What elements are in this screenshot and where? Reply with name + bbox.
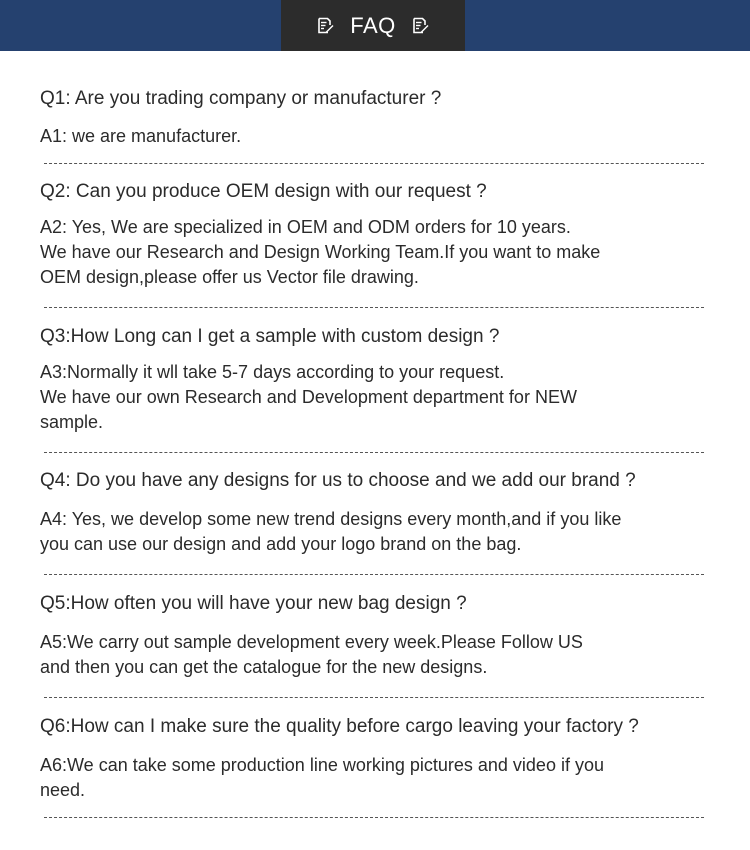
- answer-1-line-1: A1: we are manufacturer.: [40, 126, 242, 146]
- faq-item-2: [40, 180, 706, 308]
- answer-4-line-2: you can use our design and add your logo brand on the bag.: [40, 534, 522, 554]
- answer-6-line-1: A6:We can take some production line working pictures and video if you: [40, 755, 604, 775]
- divider: [44, 452, 704, 453]
- question-3: Q3:How Long can I get a sample with custom design ?: [40, 326, 500, 347]
- divider: [44, 817, 704, 818]
- edit-document-icon: [412, 17, 429, 34]
- divider: [44, 307, 704, 308]
- faq-item-1: [40, 87, 706, 164]
- divider: [44, 163, 704, 164]
- faq-item-3: [40, 325, 706, 453]
- answer-3-line-3: sample.: [40, 412, 104, 432]
- question-4: Q4: Do you have any designs for us to choose and we add our brand ?: [40, 470, 636, 491]
- answer-6-line-2: need.: [40, 780, 86, 800]
- answer-3-line-2: We have our own Research and Development department for NEW: [40, 387, 577, 407]
- answer-2-line-3: OEM design,please offer us Vector file drawing.: [40, 267, 419, 287]
- answer-2-line-2: We have our Research and Design Working Team.If you want to make: [40, 242, 601, 262]
- edit-document-icon: [317, 17, 334, 34]
- divider: [44, 574, 704, 575]
- faq-item-6: [40, 715, 706, 818]
- faq-header-tab: [281, 0, 465, 51]
- faq-item-5: [40, 592, 706, 698]
- faq-list: [40, 87, 706, 818]
- answer-5-line-2: and then you can get the catalogue for the new designs.: [40, 657, 488, 677]
- page-title: FAQ: [350, 12, 396, 38]
- faq-item-4: [40, 469, 706, 575]
- answer-4-line-1: A4: Yes, we develop some new trend designs every month,and if you like: [40, 509, 622, 529]
- divider: [44, 697, 704, 698]
- question-2: Q2: Can you produce OEM design with our request ?: [40, 181, 487, 202]
- question-1: Q1: Are you trading company or manufacturer ?: [40, 88, 442, 109]
- question-6: Q6:How can I make sure the quality before cargo leaving your factory ?: [40, 716, 639, 737]
- answer-3-line-1: A3:Normally it wll take 5-7 days according to your request.: [40, 362, 505, 382]
- question-5: Q5:How often you will have your new bag design ?: [40, 593, 467, 614]
- answer-5-line-1: A5:We carry out sample development every week.Please Follow US: [40, 632, 583, 652]
- answer-2-line-1: A2: Yes, We are specialized in OEM and ODM orders for 10 years.: [40, 217, 571, 237]
